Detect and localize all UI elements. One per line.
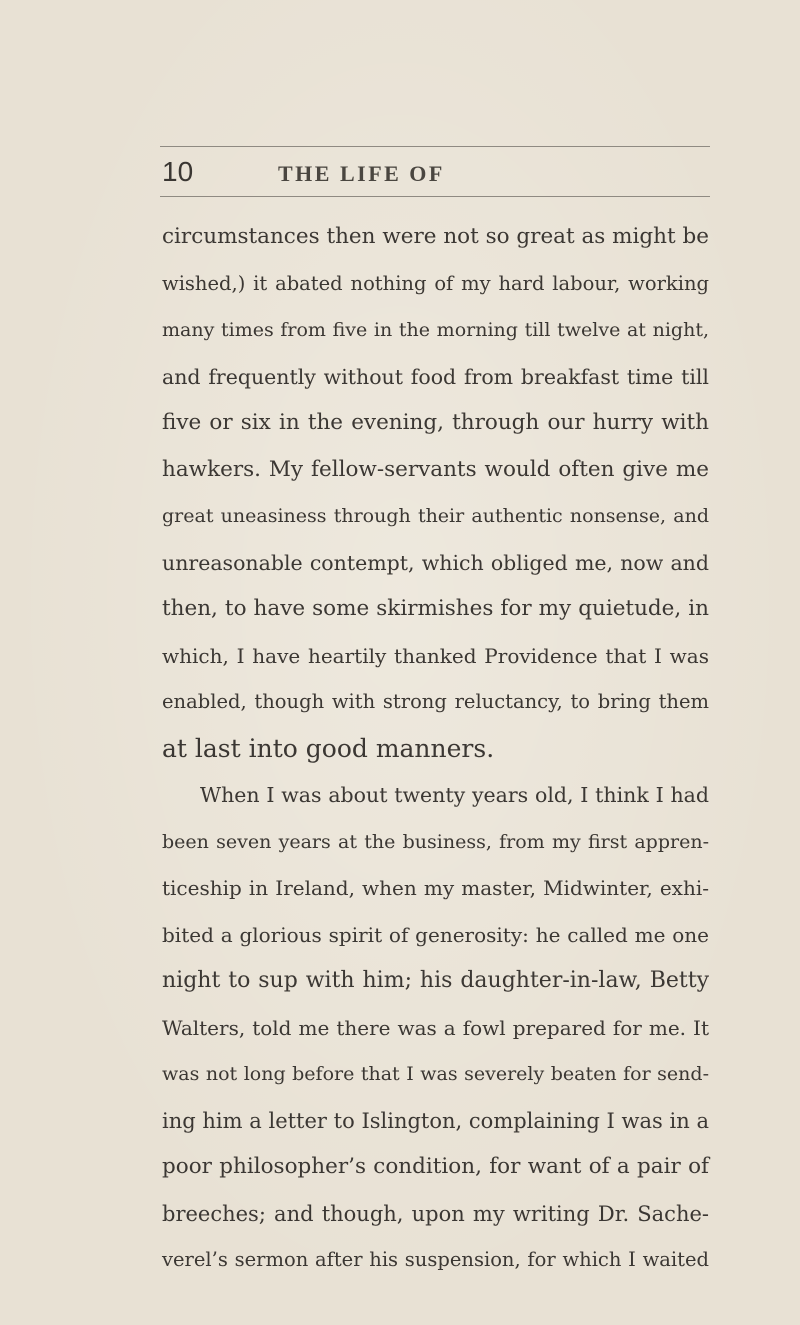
page-number: 10 [162,156,194,187]
text-line: which, I have heartily thanked Providence that I was [162,643,709,668]
header-bottom-rule [160,196,710,197]
paragraph-end-line: at last into good manners. [162,733,495,763]
text-line: circumstances then were not so great as might be [162,224,709,249]
text-line: bited a glorious spirit of generosity: he called me one [162,922,709,947]
text-line: and frequently without food from breakfast time till [162,364,709,389]
text-line: wished,) it abated nothing of my hard labour, working [162,271,709,295]
text-line: ing him a letter to Islington, complaining I was in a [162,1108,709,1133]
text-line: ticeship in Ireland, when my master, Midwinter, exhi- [162,876,709,900]
text-line: then, to have some skirmishes for my quietude, in [162,596,709,621]
text-line: was not long before that I was severely beaten for send- [162,1063,709,1085]
paragraph-start-line: When I was about twenty years old, I think I had [200,783,709,807]
body-text [162,214,709,1284]
text-line: unreasonable contempt, which obliged me, now and [162,550,709,575]
text-line: night to sup with him; his daughter-in-law, Betty [162,968,709,993]
text-line: many times from five in the morning till twelve at night, [162,319,709,341]
text-line: hawkers. My fellow-servants would often give me [162,456,709,482]
text-line: been seven years at the business, from my first appren- [162,830,709,853]
running-head: THE LIFE OF [278,161,445,186]
text-line: poor philosopher’s condition, for want of a pair of [162,1154,709,1179]
header-top-rule [160,146,710,147]
text-line: breeches; and though, upon my writing Dr. Sache- [162,1201,709,1226]
text-line: great uneasiness through their authentic nonsense, and [162,505,709,527]
text-line: five or six in the evening, through our hurry with [162,410,709,435]
text-line: enabled, though with strong reluctancy, to bring them [162,690,709,713]
text-line: verel’s sermon after his suspension, for which I waited [162,1248,709,1271]
text-line: Walters, told me there was a fowl prepared for me. It [162,1015,709,1040]
